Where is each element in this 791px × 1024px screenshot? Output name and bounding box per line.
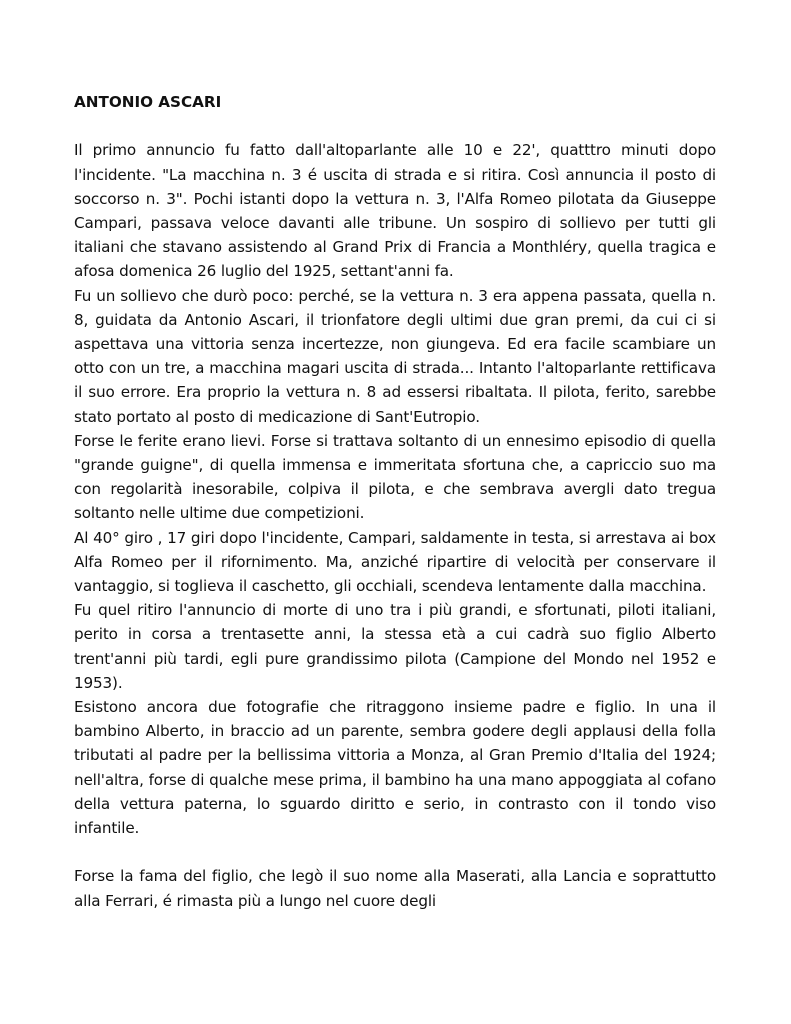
paragraph: Fu un sollievo che durò poco: perché, se la vettura n. 3 era appena passata, quella n. 8, guidata da Antonio Ascari, il trionfatore degli ultimi due gran premi, da cui ci si aspettava una vittoria senza incertezze, non giungeva. Ed era facile scambiare un otto con un tre, a macchina magari uscita di strada... Intanto l'altoparlante rettificava il suo errore. Era proprio la vettura n. 8 ad essersi ribaltata. Il pilota, ferito, sarebbe stato portato al posto di medicazione di Sant'Eutropio. <box>74 286 716 426</box>
paragraph: Esistono ancora due fotografie che ritraggono insieme padre e figlio. In una il bambino Alberto, in braccio ad un parente, sembra godere degli applausi della folla tributati al padre per la bellissima vittoria a Monza, al Gran Premio d'Italia del 1924; nell'altra, forse di qualche mese prima, il bambino ha una mano appoggiata al cofano della vettura paterna, lo sguardo diritto e serio, in contrasto con il tondo viso infantile. <box>74 698 716 838</box>
paragraph: Fu quel ritiro l'annuncio di morte di uno tra i più grandi, e sfortunati, piloti italiani, perito in corsa a trentasette anni, la stessa età a cui cadrà suo figlio Alberto trent'anni più tardi, egli pure grandissimo pilota (Campione del Mondo nel 1952 e 1953). <box>74 601 716 692</box>
paragraph: Forse le ferite erano lievi. Forse si trattava soltanto di un ennesimo episodio di quella "grande guigne", di quella immensa e immeritata sfortuna che, a capriccio suo ma con regolarità inesorabile, colpiva il pilota, e che sembrava avergli dato tregua soltanto nelle ultime due competizioni. <box>74 431 716 523</box>
paragraph: Al 40° giro , 17 giri dopo l'incidente, Campari, saldamente in testa, si arrestava ai box Alfa Romeo per il rifornimento. Ma, anziché ripartire di velocità per conservare il vantaggio, si toglieva il caschetto, gli occhiali, scendeva lentamente dalla macchina. <box>74 528 716 596</box>
paragraph-spacer <box>74 840 716 864</box>
document-title: ANTONIO ASCARI <box>74 93 222 111</box>
document-body <box>74 90 716 913</box>
paragraph-final: Forse la fama del figlio, che legò il suo nome alla Maserati, alla Lancia e soprattutto alla Ferrari, é rimasta più a lungo nel cuore degli <box>74 867 716 910</box>
paragraph: Il primo annuncio fu fatto dall'altoparlante alle 10 e 22', quatttro minuti dopo l'incidente. "La macchina n. 3 é uscita di strada e si ritira. Così annuncia il posto di soccorso n. 3". Pochi istanti dopo la vettura n. 3, l'Alfa Romeo pilotata da Giuseppe Campari, passava veloce davanti alle tribune. Un sospiro di sollievo per tutti gli italiani che stavano assistendo al Grand Prix di Francia a Monthléry, quella tragica e afosa domenica 26 luglio del 1925, settant'anni fa. <box>74 141 716 281</box>
